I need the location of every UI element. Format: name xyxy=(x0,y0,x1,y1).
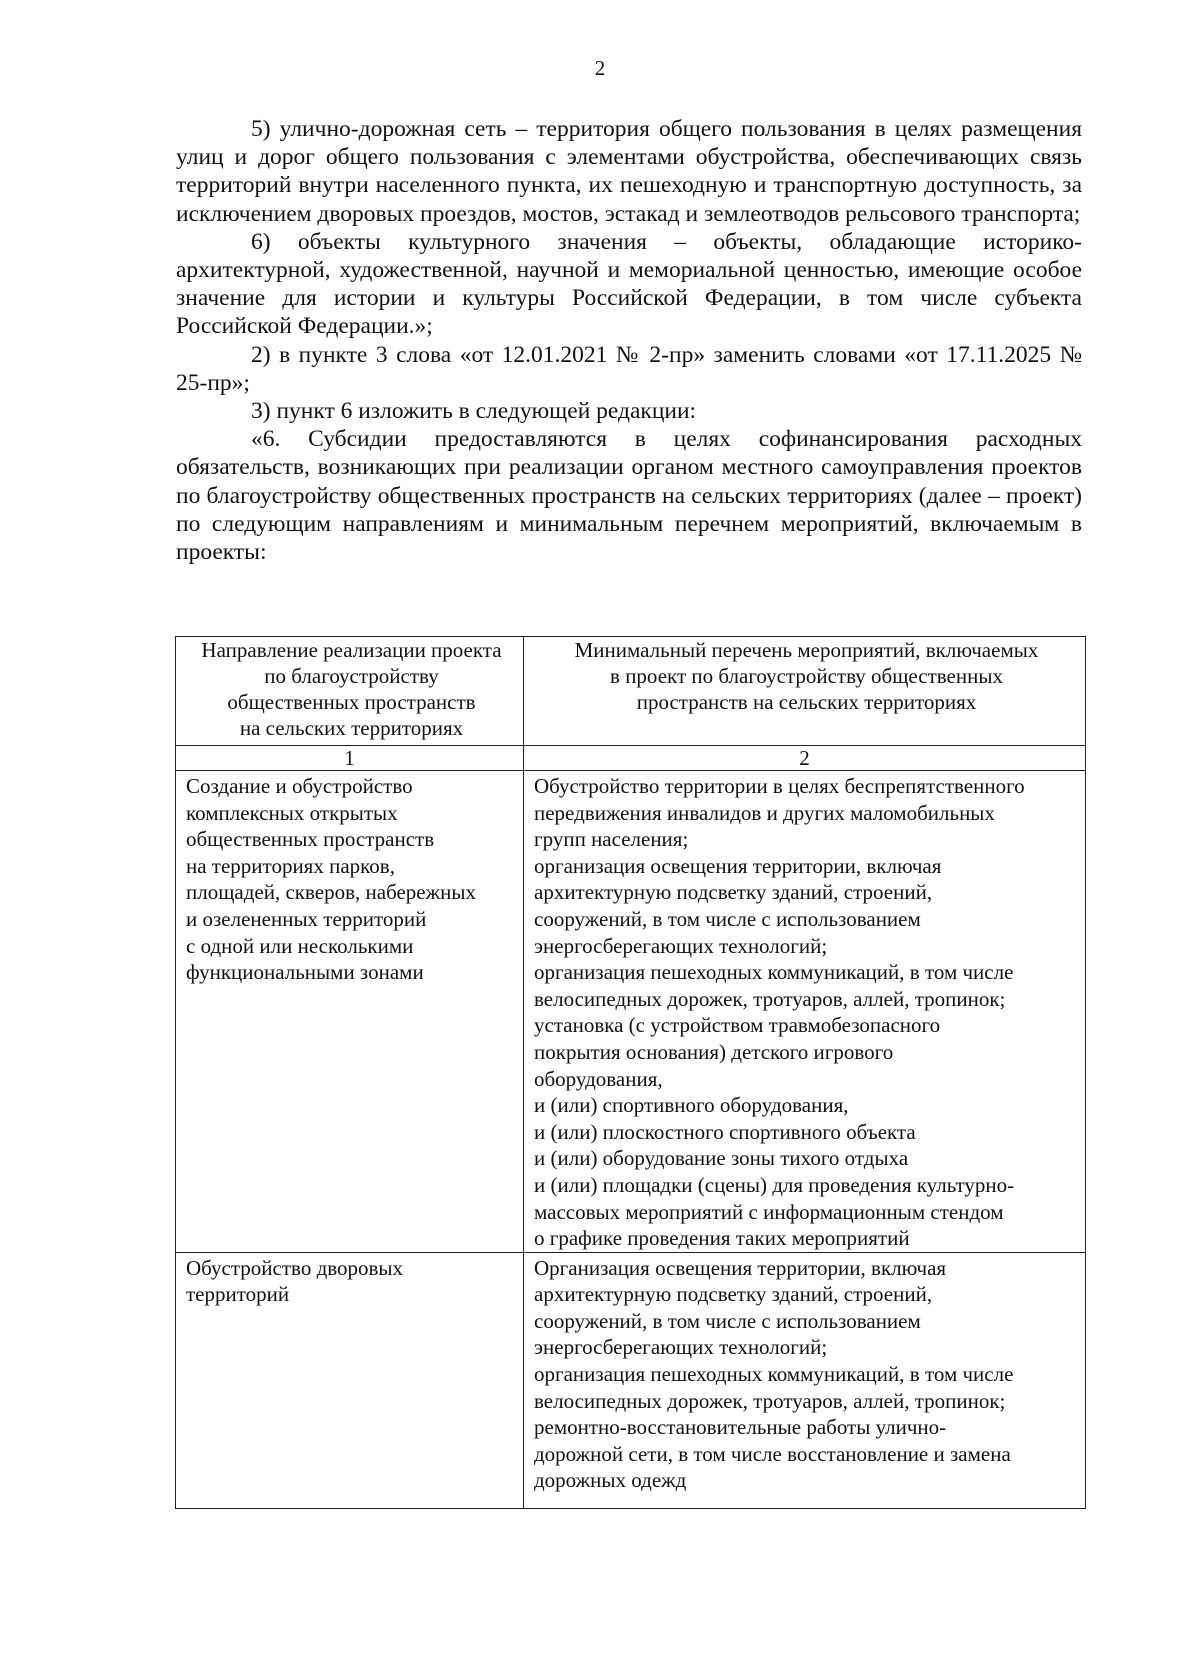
table-row xyxy=(176,1252,1086,1508)
cell-text-line: оборудования, xyxy=(534,1066,663,1091)
cell-text-line: площадей, скверов, набережных xyxy=(186,880,476,905)
cell-text-line: Обустройство территории в целях беспрепятственного xyxy=(534,774,1025,798)
row-direction xyxy=(176,1252,524,1508)
cell-text-line: сооружений, в том числе с использованием xyxy=(534,1308,921,1333)
cell-text-line: групп населения; xyxy=(534,827,689,852)
paragraph-clause-6: «6. Субсидии предоставляются в целях софинансирования расходных обязательств, возникающих при реализации органом местного самоуправления проектов по благоустройству общественных пространств на сельских территориях (далее – проект) по следующим направлениям и минимальным перечнем мероприятий, включаемым в проекты: xyxy=(176,426,1082,566)
cell-text-line: организация пешеходных коммуникаций, в том числе xyxy=(534,960,1014,985)
cell-text-line: комплексных открытых xyxy=(186,800,398,825)
row-measures xyxy=(524,771,1086,1253)
cell-text-line: пространств на сельских территориях xyxy=(636,690,977,714)
cell-text-line: передвижения инвалидов и других маломобильных xyxy=(534,800,995,825)
cell-text-line: Минимальный перечень мероприятий, включаемых xyxy=(574,638,1039,662)
paragraph-item-6: 6) объекты культурного значения – объекты, обладающие историко-архитектурной, художественной, научной и мемориальной ценностью, имеющие особое значение для истории и культуры Российской Федерации, в том числе субъекта Российской Федерации.»; xyxy=(176,228,1082,340)
cell-text-line: территорий xyxy=(186,1282,290,1307)
cell-text-line: архитектурную подсветку зданий, строений, xyxy=(534,1282,933,1307)
cell-text-line: функциональными зонами xyxy=(186,960,424,985)
paragraph-item-5: 5) улично-дорожная сеть – территория общего пользования в целях размещения улиц и дорог общего пользования с элементами обустройства, обеспечивающих связь территорий внутри населенного пункта, их пешеходную и транспортную доступность, за исключением дворовых проездов, мостов, эстакад и землеотводов рельсового транспорта; xyxy=(176,116,1082,227)
cell-text-line: массовых мероприятий с информационным стендом xyxy=(534,1199,1004,1224)
cell-text-line: о графике проведения таких мероприятий xyxy=(534,1226,910,1251)
table-header-row xyxy=(176,637,1086,746)
paragraph-point-3: 3) пункт 6 изложить в следующей редакции: xyxy=(251,398,697,425)
paragraph-point-2: 2) в пункте 3 слова «от 12.01.2021 № 2-пр» заменить словами «от 17.11.2025 № 25-пр»; xyxy=(176,341,1082,396)
cell-text-line: на сельских территориях xyxy=(239,716,464,740)
cell-text-line: сооружений, в том числе с использованием xyxy=(534,906,921,931)
row-direction xyxy=(176,771,524,1253)
cell-text-line: Направление реализации проекта xyxy=(201,638,502,662)
cell-text-line: архитектурную подсветку зданий, строений, xyxy=(534,880,933,905)
cell-text-line: на территориях парков, xyxy=(186,853,395,878)
cell-text-line: общественных пространств xyxy=(227,690,476,714)
cell-text-line: и (или) площадки (сцены) для проведения культурно- xyxy=(534,1172,1015,1197)
page-number: 2 xyxy=(594,56,606,80)
cell-text-line: организация освещения территории, включая xyxy=(534,853,942,878)
measures-table xyxy=(175,636,1086,1509)
column-number-1: 1 xyxy=(176,746,524,771)
cell-text-line: Создание и обустройство xyxy=(186,774,413,798)
header-direction xyxy=(176,637,524,746)
cell-text-line: и (или) спортивного оборудования, xyxy=(534,1093,849,1118)
body-text xyxy=(176,115,1082,566)
cell-text-line: ремонтно-восстановительные работы улично- xyxy=(534,1415,947,1440)
cell-text-line: и (или) плоскостного спортивного объекта xyxy=(534,1119,916,1144)
cell-text-line: установка (с устройством травмобезопасного xyxy=(534,1013,941,1038)
cell-text-line: с одной или несколькими xyxy=(186,933,414,958)
cell-text-line: общественных пространств xyxy=(186,827,435,852)
cell-text-line: по благоустройству xyxy=(264,664,439,688)
cell-text-line: велосипедных дорожек, тротуаров, аллей, тропинок; xyxy=(534,1388,1006,1413)
cell-text-line: Организация освещения территории, включая xyxy=(534,1255,947,1280)
cell-text-line: и озелененных территорий xyxy=(186,906,427,931)
cell-text-line: Обустройство дворовых xyxy=(186,1255,404,1280)
cell-text-line: дорожной сети, в том числе восстановление и замена xyxy=(534,1441,1011,1466)
header-measures xyxy=(524,637,1086,746)
column-number-row xyxy=(176,746,1086,771)
cell-text-line: энергосберегающих технологий; xyxy=(534,933,828,958)
cell-text-line: и (или) оборудование зоны тихого отдыха xyxy=(534,1146,909,1171)
cell-text-line: в проект по благоустройству общественных xyxy=(610,664,1003,688)
cell-text-line: покрытия основания) детского игрового xyxy=(534,1039,894,1064)
cell-text-line: организация пешеходных коммуникаций, в том числе xyxy=(534,1362,1014,1387)
table-row xyxy=(176,771,1086,1253)
cell-text-line: энергосберегающих технологий; xyxy=(534,1335,828,1360)
cell-text-line: дорожных одежд xyxy=(534,1468,687,1493)
cell-text-line: велосипедных дорожек, тротуаров, аллей, тропинок; xyxy=(534,986,1006,1011)
row-measures xyxy=(524,1252,1086,1508)
column-number-2: 2 xyxy=(524,746,1086,771)
